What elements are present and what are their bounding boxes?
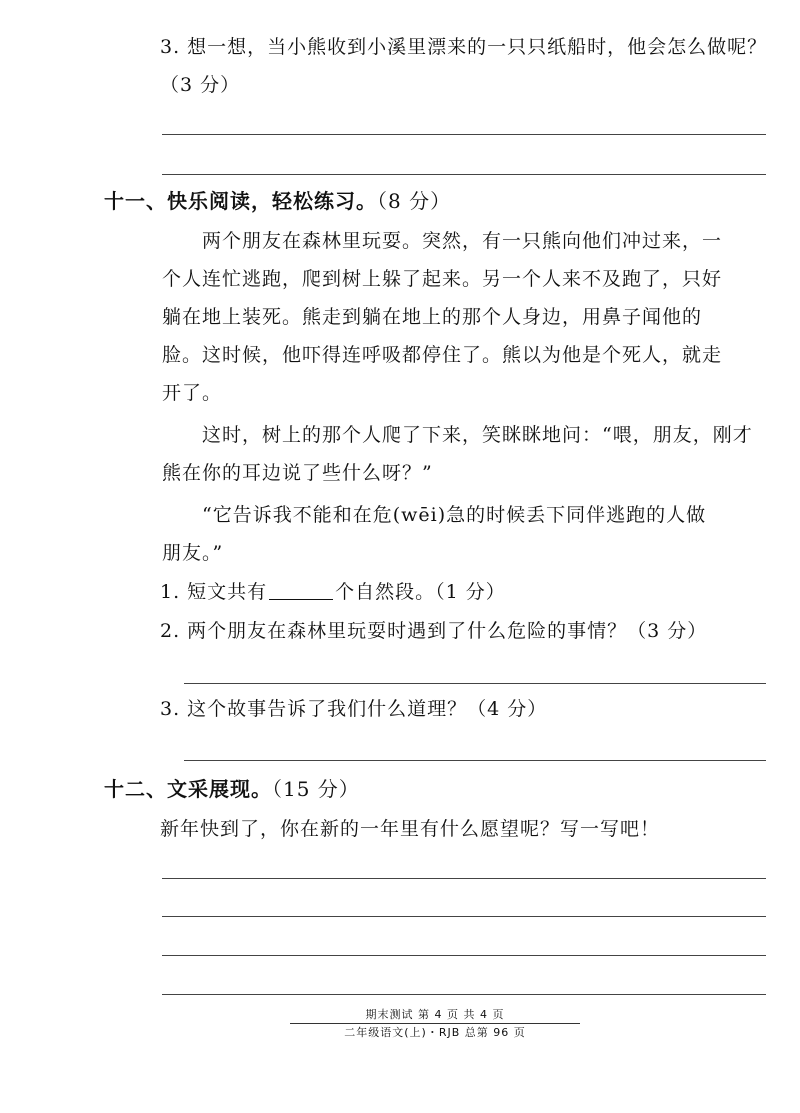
section-12-heading (104, 774, 360, 804)
writing-line[interactable] (162, 994, 766, 995)
answer-line[interactable] (162, 174, 766, 175)
passage-line: 熊在你的耳边说了些什么呀？” (162, 462, 433, 484)
writing-prompt: 新年快到了，你在新的一年里有什么愿望呢？写一写吧！ (160, 818, 661, 840)
question-1-suffix: 个自然段。（1 分） (335, 581, 506, 603)
passage-line: 个人连忙逃跑，爬到树上躲了起来。另一个人来不及跑了，只好 (162, 268, 723, 290)
passage-line: 朋友。” (162, 542, 224, 564)
passage-line: 开了。 (162, 382, 223, 404)
section-11-points: （8 分） (377, 189, 452, 213)
footer-rule (290, 1023, 580, 1024)
passage-line: 脸。这时候，他吓得连呼吸都停住了。熊以为他是个死人，就走 (162, 344, 723, 366)
writing-line[interactable] (162, 955, 766, 956)
passage-line: 两个朋友在森林里玩耍。突然，有一只熊向他们冲过来，一 (202, 230, 723, 252)
section-11-heading (104, 186, 451, 216)
answer-line[interactable] (184, 760, 766, 761)
footer-page-info: 期末测试 第 4 页 共 4 页 (365, 1008, 505, 1021)
fill-blank[interactable] (269, 579, 333, 600)
passage-line: “它告诉我不能和在危(wēi)急的时候丢下同伴逃跑的人做 (202, 504, 707, 526)
answer-line[interactable] (162, 134, 766, 135)
question-1 (160, 577, 506, 607)
question-2: 2. 两个朋友在森林里玩耍时遇到了什么危险的事情？（3 分） (160, 620, 708, 642)
answer-line[interactable] (184, 683, 766, 684)
question-1-prefix: 1. 短文共有 (160, 581, 268, 603)
q10-item3-text: 3. 想一想，当小熊收到小溪里漂来的一只只纸船时，他会怎么做呢？ (160, 36, 768, 58)
writing-line[interactable] (162, 916, 766, 917)
section-11-title: 十一、快乐阅读，轻松练习。 (104, 189, 377, 213)
q10-item3-points: （3 分） (160, 74, 241, 96)
passage-line: 这时，树上的那个人爬了下来，笑眯眯地问：“喂，朋友，刚才 (202, 424, 753, 446)
section-12-title: 十二、文采展现。 (104, 777, 272, 801)
section-12-points: （15 分） (272, 777, 360, 801)
footer-book-info: 二年级语文(上)・RJB 总第 96 页 (344, 1026, 526, 1039)
passage-line: 躺在地上装死。熊走到躺在地上的那个人身边，用鼻子闻他的 (162, 306, 703, 328)
writing-line[interactable] (162, 878, 766, 879)
question-3: 3. 这个故事告诉了我们什么道理？（4 分） (160, 698, 548, 720)
